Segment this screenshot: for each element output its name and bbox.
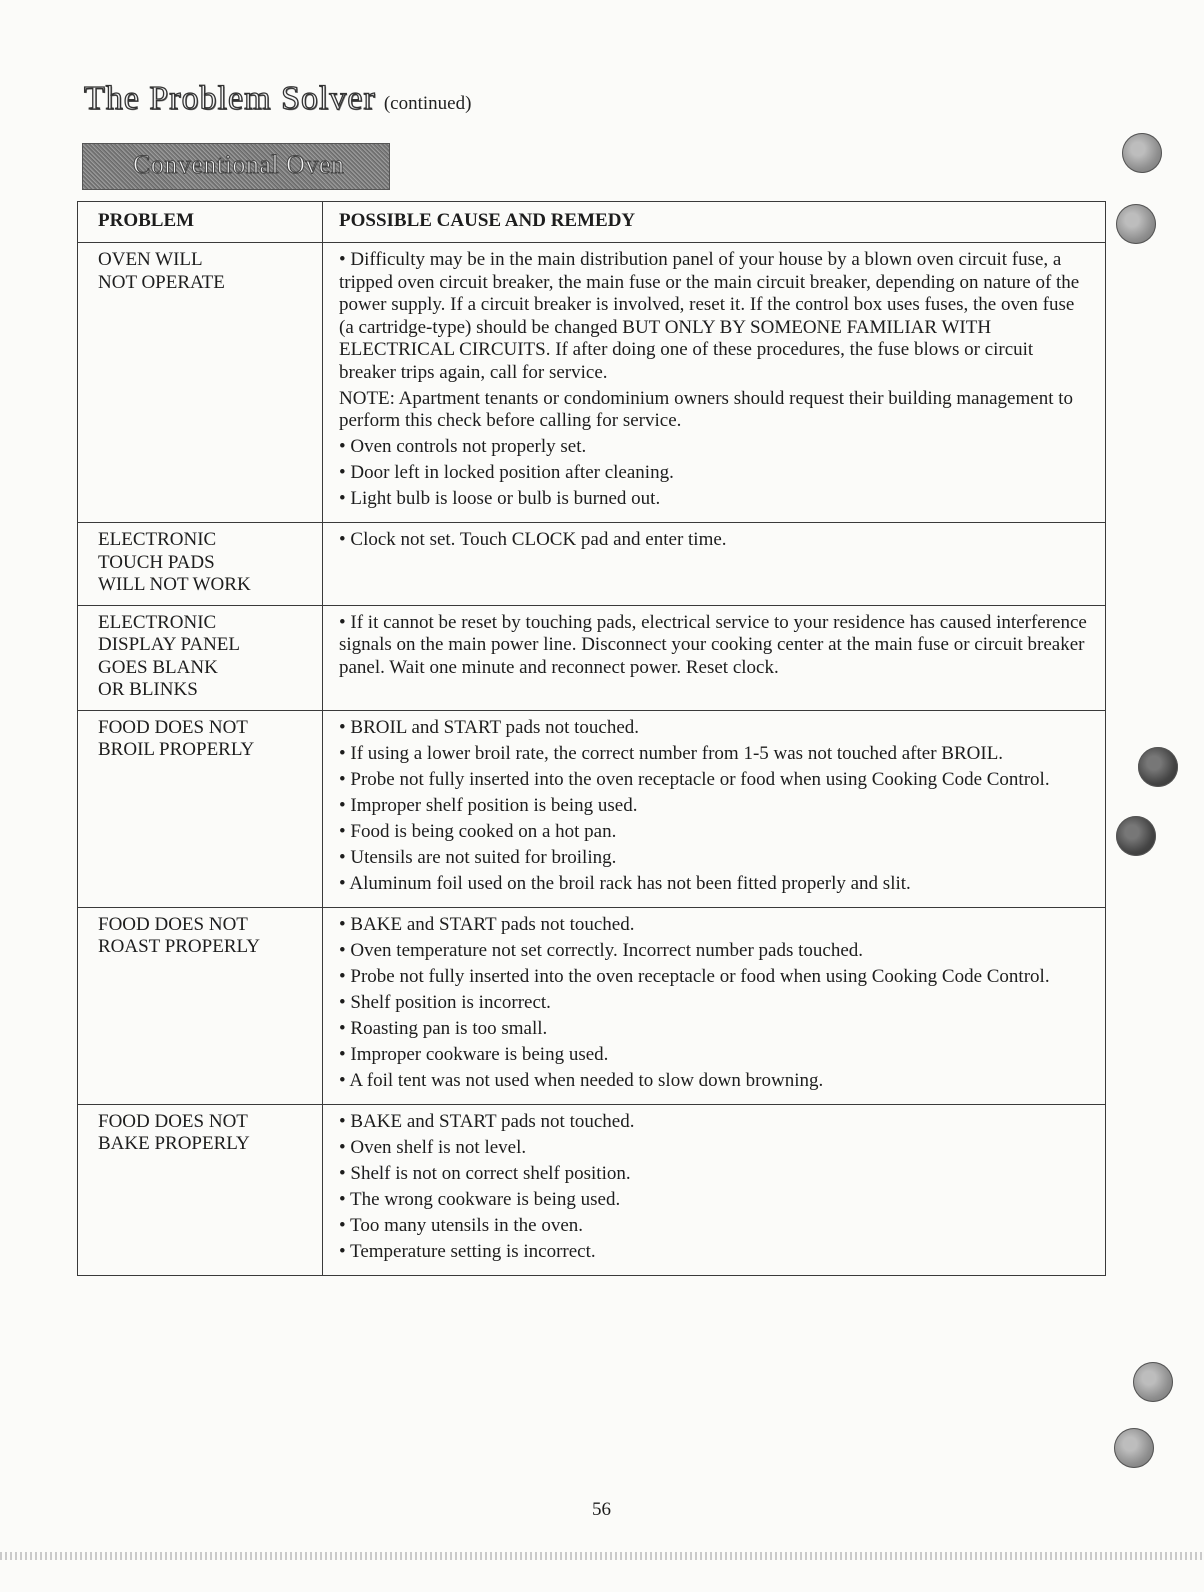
remedy-item: • Utensils are not suited for broiling.: [339, 846, 617, 868]
index-tab-marker: [1122, 133, 1162, 173]
problem-text-line: TOUCH PADS: [98, 551, 215, 573]
page-title: [84, 80, 471, 118]
problem-cell: [78, 605, 323, 710]
remedy-item: • Roasting pan is too small.: [339, 1017, 548, 1039]
index-tab-marker: [1116, 816, 1156, 856]
table-row: [78, 1104, 1106, 1275]
problem-text-line: OR BLINKS: [98, 679, 198, 700]
remedy-cell: [323, 710, 1106, 907]
remedy-item: • Oven temperature not set correctly. Incorrect number pads touched.: [339, 939, 864, 961]
remedy-item: • Too many utensils in the oven.: [339, 1214, 584, 1236]
title-main: The Problem Solver: [84, 80, 376, 117]
table-row: [78, 710, 1106, 907]
remedy-item: • Aluminum foil used on the broil rack has not been fitted properly and slit.: [339, 872, 911, 894]
problem-text-line: FOOD DOES NOT: [98, 913, 248, 935]
remedy-item: NOTE: Apartment tenants or condominium owners should request their building management to perform this check before calling for service.: [339, 387, 1073, 431]
remedy-item: • Oven controls not properly set.: [339, 436, 587, 457]
index-tab-marker: [1116, 204, 1156, 244]
table-row: [78, 523, 1106, 606]
section-banner: [82, 143, 390, 190]
problem-text-line: ROAST PROPERLY: [98, 936, 260, 957]
remedy-cell: [323, 243, 1106, 523]
remedy-item: • BROIL and START pads not touched.: [339, 716, 640, 738]
remedy-item: • Food is being cooked on a hot pan.: [339, 820, 617, 842]
index-tab-marker: [1138, 747, 1178, 787]
table-row: [78, 243, 1106, 523]
problem-text-line: OVEN WILL: [98, 249, 203, 270]
page-number: 56: [592, 1499, 611, 1520]
remedy-item: • Improper cookware is being used.: [339, 1043, 609, 1065]
problem-cell: [78, 243, 323, 523]
remedy-item: • Light bulb is loose or bulb is burned out.: [339, 488, 661, 509]
remedy-item: • BAKE and START pads not touched.: [339, 913, 635, 935]
remedy-item: • The wrong cookware is being used.: [339, 1188, 621, 1210]
remedy-item: • If it cannot be reset by touching pads, electrical service to your residence has caused interference signals on the main power line. Disconnect your cooking center at the main fuse or circuit breaker panel. Wait one minute and reconnect power. Reset clock.: [339, 611, 1087, 678]
remedy-item: • Shelf is not on correct shelf position.: [339, 1162, 631, 1184]
remedy-item: • Clock not set. Touch CLOCK pad and enter time.: [339, 529, 727, 550]
remedy-item: • Difficulty may be in the main distribution panel of your house by a blown oven circuit fuse, a tripped oven circuit breaker, the main fuse or the main circuit breaker, depending on nature of the power supply. If a circuit breaker is involved, reset it. If the control box uses fuses, the oven fuse (a cartridge-type) should be changed BUT ONLY BY SOMEONE FAMILIAR WITH ELECTRICAL CIRCUITS. If after doing one of these procedures, the fuse blows or circuit breaker trips again, call for service.: [339, 249, 1080, 383]
problem-text-line: FOOD DOES NOT: [98, 1110, 248, 1132]
index-tab-marker: [1114, 1428, 1154, 1468]
remedy-item: • Shelf position is incorrect.: [339, 991, 551, 1013]
table-row: [78, 907, 1106, 1104]
problem-cell: [78, 523, 323, 606]
problem-cell: [78, 710, 323, 907]
problem-text-line: WILL NOT WORK: [98, 574, 251, 595]
remedy-item: • A foil tent was not used when needed to slow down browning.: [339, 1069, 824, 1091]
title-sub: (continued): [383, 93, 472, 114]
problem-text-line: BAKE PROPERLY: [98, 1133, 250, 1154]
remedy-item: • Improper shelf position is being used.: [339, 794, 638, 816]
problem-solver-table: [77, 201, 1106, 1276]
header-problem: PROBLEM: [78, 202, 323, 243]
remedy-item: • If using a lower broil rate, the correct number from 1-5 was not touched after BROIL.: [339, 742, 1004, 764]
section-label: Conventional Oven: [133, 150, 345, 179]
index-tab-marker: [1133, 1362, 1173, 1402]
problem-text-line: BROIL PROPERLY: [98, 739, 255, 760]
problem-text-line: NOT OPERATE: [98, 271, 225, 293]
remedy-cell: [323, 605, 1106, 710]
table-header-row: [78, 202, 1106, 243]
problem-text-line: DISPLAY PANEL: [98, 634, 241, 655]
remedy-cell: [323, 523, 1106, 606]
problem-cell: [78, 1104, 323, 1275]
remedy-item: • Probe not fully inserted into the oven receptacle or food when using Cooking Code Control.: [339, 768, 1050, 790]
remedy-cell: [323, 907, 1106, 1104]
scan-edge-divider: [0, 1552, 1204, 1560]
problem-text-line: GOES BLANK: [98, 656, 218, 678]
problem-text-line: ELECTRONIC: [98, 611, 217, 633]
problem-text-line: ELECTRONIC: [98, 529, 217, 550]
table-row: [78, 605, 1106, 710]
remedy-item: • Oven shelf is not level.: [339, 1136, 527, 1158]
remedy-item: • Probe not fully inserted into the oven receptacle or food when using Cooking Code Control.: [339, 965, 1050, 987]
problem-cell: [78, 907, 323, 1104]
problem-text-line: FOOD DOES NOT: [98, 716, 248, 738]
remedy-item: • Door left in locked position after cleaning.: [339, 462, 674, 483]
remedy-item: • BAKE and START pads not touched.: [339, 1110, 635, 1132]
table-body: [78, 243, 1106, 1276]
header-cause: POSSIBLE CAUSE AND REMEDY: [323, 202, 1106, 243]
remedy-item: • Temperature setting is incorrect.: [339, 1240, 596, 1262]
remedy-cell: [323, 1104, 1106, 1275]
